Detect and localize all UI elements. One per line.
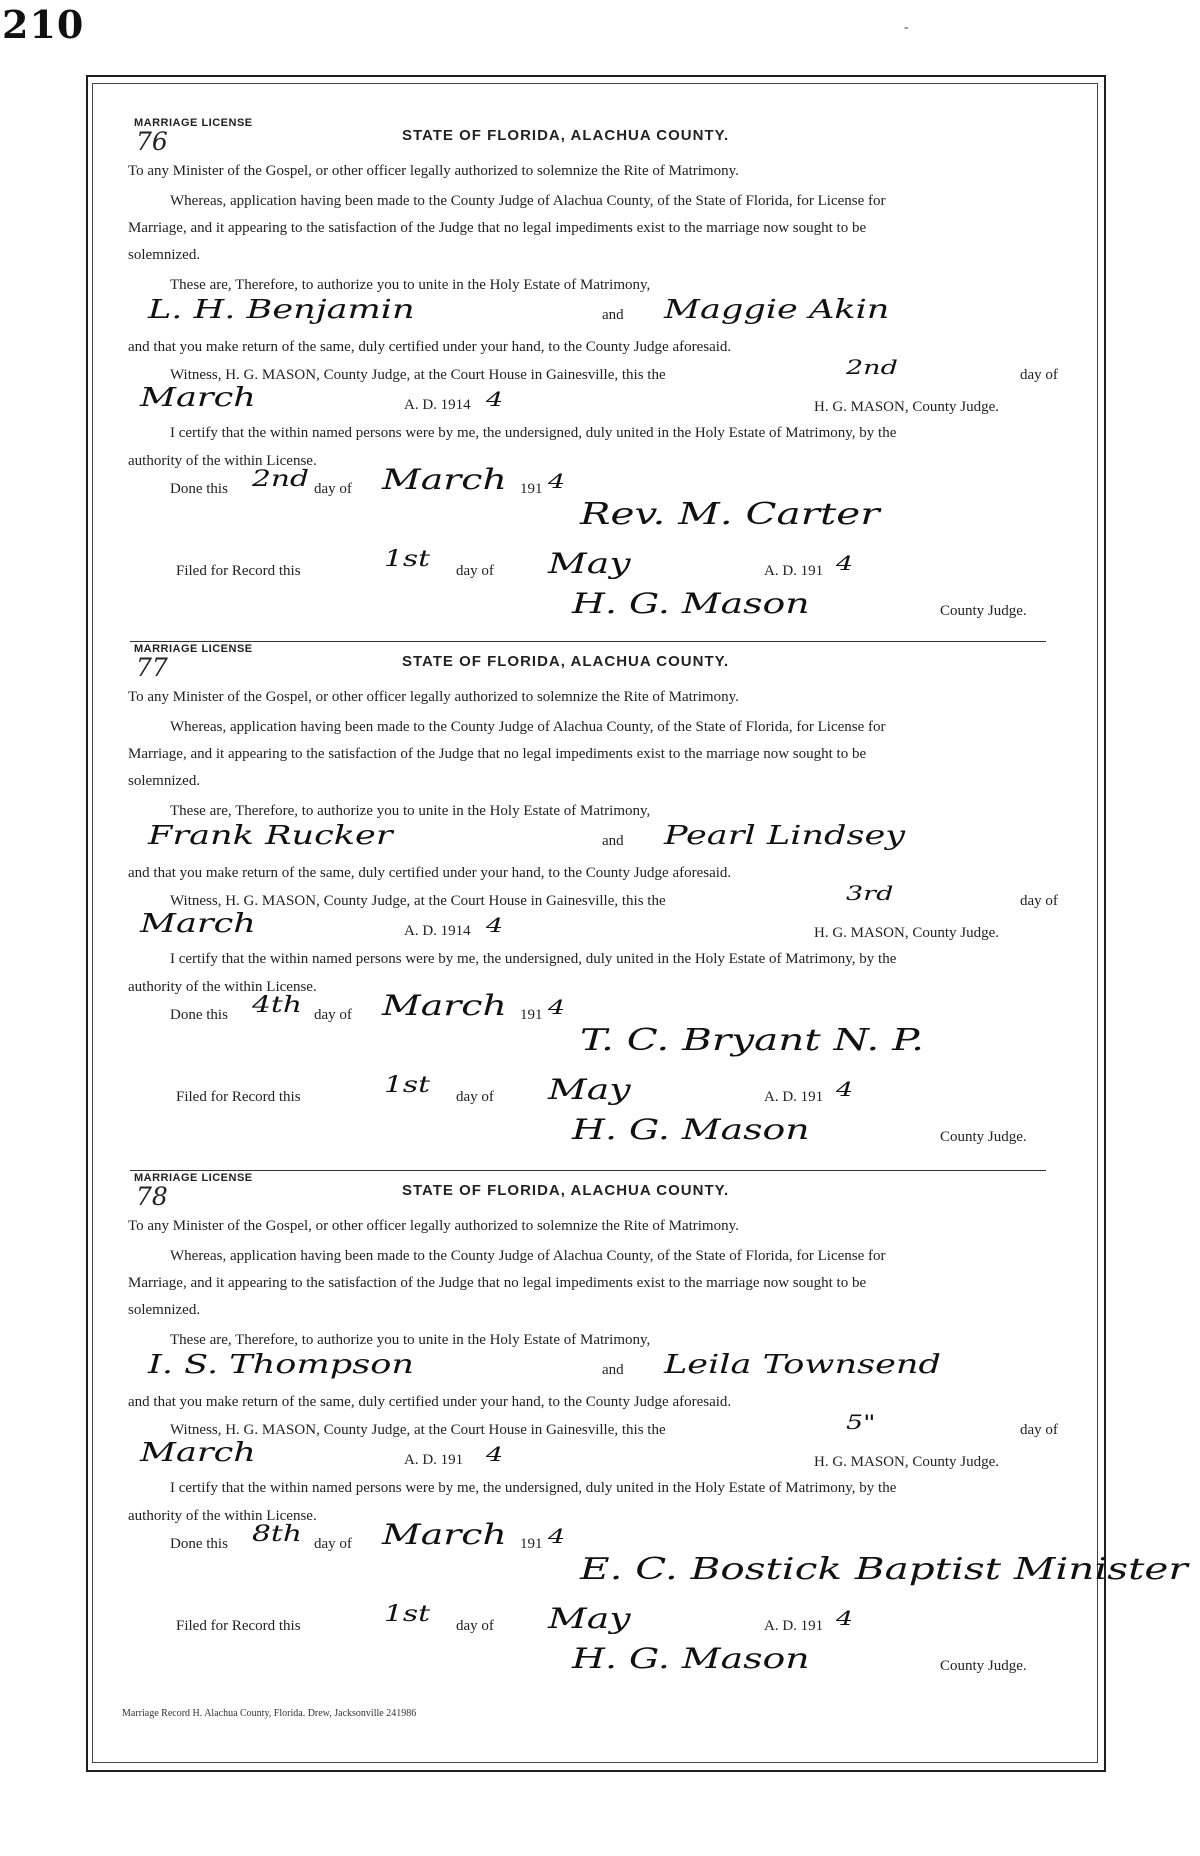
license-label: MARRIAGE LICENSE	[134, 1172, 253, 1184]
day-of-label: day of	[1020, 367, 1058, 383]
filed-day: 1st	[384, 1073, 431, 1098]
day-of-label: day of	[1020, 1422, 1058, 1438]
groom-name: L. H. Benjamin	[148, 295, 415, 325]
record-divider	[130, 1170, 1046, 1171]
done-year-prefix: 191	[520, 1536, 543, 1552]
witness-month: March	[140, 383, 256, 413]
officiant-signature: T. C. Bryant N. P.	[580, 1023, 924, 1058]
certify-line: authority of the within License.	[128, 1508, 317, 1524]
witness-line: Witness, H. G. MASON, County Judge, at the Court House in Gainesville, this the	[170, 1422, 666, 1438]
whereas-line: Whereas, application having been made to the County Judge of Alachua County, of the State of Florida, for License for	[170, 1248, 886, 1264]
clerk-signature: H. G. Mason	[572, 587, 810, 620]
whereas-line: Marriage, and it appearing to the satisfaction of the Judge that no legal impediments exist to the marriage now sought to be	[128, 1275, 867, 1291]
done-year-digit: 4	[548, 469, 566, 493]
filed-year-digit: 4	[836, 551, 854, 575]
whereas-line: solemnized.	[128, 247, 201, 263]
bride-name: Leila Townsend	[664, 1350, 941, 1380]
bride-name: Maggie Akin	[664, 295, 890, 325]
filed-day-of-label: day of	[456, 563, 494, 579]
whereas-line: Whereas, application having been made to the County Judge of Alachua County, of the State of Florida, for License for	[170, 719, 886, 735]
judge-signature-line: H. G. MASON, County Judge.	[814, 925, 1000, 941]
license-label: MARRIAGE LICENSE	[134, 117, 253, 129]
groom-name: Frank Rucker	[148, 821, 393, 851]
filed-label: Filed for Record this	[176, 1618, 301, 1634]
witness-line: Witness, H. G. MASON, County Judge, at the Court House in Gainesville, this the	[170, 367, 666, 383]
officiant-signature: Rev. M. Carter	[580, 497, 880, 532]
filed-label: Filed for Record this	[176, 1089, 301, 1105]
filed-year-digit: 4	[836, 1606, 854, 1630]
filed-day-of-label: day of	[456, 1618, 494, 1634]
ad-year: A. D. 191	[404, 1452, 464, 1468]
marriage-record	[128, 1172, 1188, 1692]
judge-signature-line: H. G. MASON, County Judge.	[814, 399, 1000, 415]
and-word: and	[602, 307, 624, 323]
page-number: 210	[2, 2, 85, 47]
witness-day: 5"	[846, 1410, 876, 1434]
filed-day-of-label: day of	[456, 1089, 494, 1105]
done-year-digit: 4	[548, 995, 566, 1019]
done-day-of-label: day of	[314, 1007, 352, 1023]
ad-year-digit: 4	[486, 1442, 504, 1466]
return-clause: and that you make return of the same, duly certified under your hand, to the County Judge aforesaid.	[128, 1394, 732, 1410]
whereas-line: Whereas, application having been made to the County Judge of Alachua County, of the State of Florida, for License for	[170, 193, 886, 209]
done-day-of-label: day of	[314, 1536, 352, 1552]
ad-year-digit: 4	[486, 387, 504, 411]
marriage-record	[128, 117, 1068, 637]
authorize-line: These are, Therefore, to authorize you to unite in the Holy Estate of Matrimony,	[170, 803, 651, 819]
authorize-line: These are, Therefore, to authorize you to unite in the Holy Estate of Matrimony,	[170, 1332, 651, 1348]
filed-month: May	[548, 1073, 631, 1106]
certify-line: authority of the within License.	[128, 979, 317, 995]
license-number: 78	[136, 1182, 168, 1211]
done-year-prefix: 191	[520, 481, 543, 497]
return-clause: and that you make return of the same, duly certified under your hand, to the County Judge aforesaid.	[128, 865, 732, 881]
done-year-digit: 4	[548, 1524, 566, 1548]
whereas-line: Marriage, and it appearing to the satisfaction of the Judge that no legal impediments exist to the marriage now sought to be	[128, 746, 867, 762]
filed-month: May	[548, 1602, 631, 1635]
whereas-line: Marriage, and it appearing to the satisfaction of the Judge that no legal impediments exist to the marriage now sought to be	[128, 220, 867, 236]
done-month: March	[382, 1518, 507, 1551]
witness-line: Witness, H. G. MASON, County Judge, at the Court House in Gainesville, this the	[170, 893, 666, 909]
printer-footer: Marriage Record H. Alachua County, Florida. Drew, Jacksonville 241986	[122, 1708, 417, 1719]
filed-year-digit: 4	[836, 1077, 854, 1101]
certify-line: authority of the within License.	[128, 453, 317, 469]
witness-day: 3rd	[846, 881, 894, 905]
done-this-label: Done this	[170, 1536, 228, 1552]
filed-label: Filed for Record this	[176, 563, 301, 579]
certify-line: I certify that the within named persons were by me, the undersigned, duly united in the Holy Estate of Matrimony, by the	[170, 425, 897, 441]
done-year-prefix: 191	[520, 1007, 543, 1023]
and-word: and	[602, 1362, 624, 1378]
certify-line: I certify that the within named persons were by me, the undersigned, duly united in the Holy Estate of Matrimony, by the	[170, 951, 897, 967]
day-of-label: day of	[1020, 893, 1058, 909]
license-number: 77	[136, 653, 168, 682]
certify-line: I certify that the within named persons were by me, the undersigned, duly united in the Holy Estate of Matrimony, by the	[170, 1480, 897, 1496]
and-word: and	[602, 833, 624, 849]
filed-day: 1st	[384, 547, 431, 572]
return-clause: and that you make return of the same, duly certified under your hand, to the County Judge aforesaid.	[128, 339, 732, 355]
witness-day: 2nd	[846, 355, 898, 379]
done-month: March	[382, 989, 507, 1022]
done-month: March	[382, 463, 507, 496]
license-number: 76	[136, 127, 168, 156]
done-this-label: Done this	[170, 481, 228, 497]
record-heading: STATE OF FLORIDA, ALACHUA COUNTY.	[402, 127, 730, 144]
clerk-signature: H. G. Mason	[572, 1113, 810, 1146]
done-day: 8th	[252, 1522, 302, 1547]
marriage-record	[128, 643, 1068, 1163]
address-line: To any Minister of the Gospel, or other officer legally authorized to solemnize the Rite of Matrimony.	[128, 1218, 739, 1234]
bride-name: Pearl Lindsey	[664, 821, 906, 851]
done-day-of-label: day of	[314, 481, 352, 497]
filed-year-prefix: A. D. 191	[764, 1089, 824, 1105]
filed-year-prefix: A. D. 191	[764, 1618, 824, 1634]
groom-name: I. S. Thompson	[148, 1350, 414, 1380]
whereas-line: solemnized.	[128, 773, 201, 789]
done-day: 2nd	[252, 467, 310, 492]
judge-signature-line: H. G. MASON, County Judge.	[814, 1454, 1000, 1470]
address-line: To any Minister of the Gospel, or other officer legally authorized to solemnize the Rite of Matrimony.	[128, 689, 739, 705]
clerk-signature: H. G. Mason	[572, 1642, 810, 1675]
done-day: 4th	[252, 993, 302, 1018]
county-judge-label: County Judge.	[940, 603, 1027, 619]
authorize-line: These are, Therefore, to authorize you to unite in the Holy Estate of Matrimony,	[170, 277, 651, 293]
margin-mark: -	[904, 20, 909, 35]
done-this-label: Done this	[170, 1007, 228, 1023]
filed-year-prefix: A. D. 191	[764, 563, 824, 579]
officiant-signature: E. C. Bostick Baptist Minister	[580, 1552, 1188, 1587]
filed-day: 1st	[384, 1602, 431, 1627]
ad-year: A. D. 1914	[404, 923, 471, 939]
witness-month: March	[140, 1438, 256, 1468]
address-line: To any Minister of the Gospel, or other officer legally authorized to solemnize the Rite of Matrimony.	[128, 163, 739, 179]
record-heading: STATE OF FLORIDA, ALACHUA COUNTY.	[402, 653, 730, 670]
witness-month: March	[140, 909, 256, 939]
license-label: MARRIAGE LICENSE	[134, 643, 253, 655]
county-judge-label: County Judge.	[940, 1129, 1027, 1145]
ad-year-digit: 4	[486, 913, 504, 937]
ad-year: A. D. 1914	[404, 397, 471, 413]
record-heading: STATE OF FLORIDA, ALACHUA COUNTY.	[402, 1182, 730, 1199]
county-judge-label: County Judge.	[940, 1658, 1027, 1674]
whereas-line: solemnized.	[128, 1302, 201, 1318]
filed-month: May	[548, 547, 631, 580]
record-divider	[130, 641, 1046, 642]
